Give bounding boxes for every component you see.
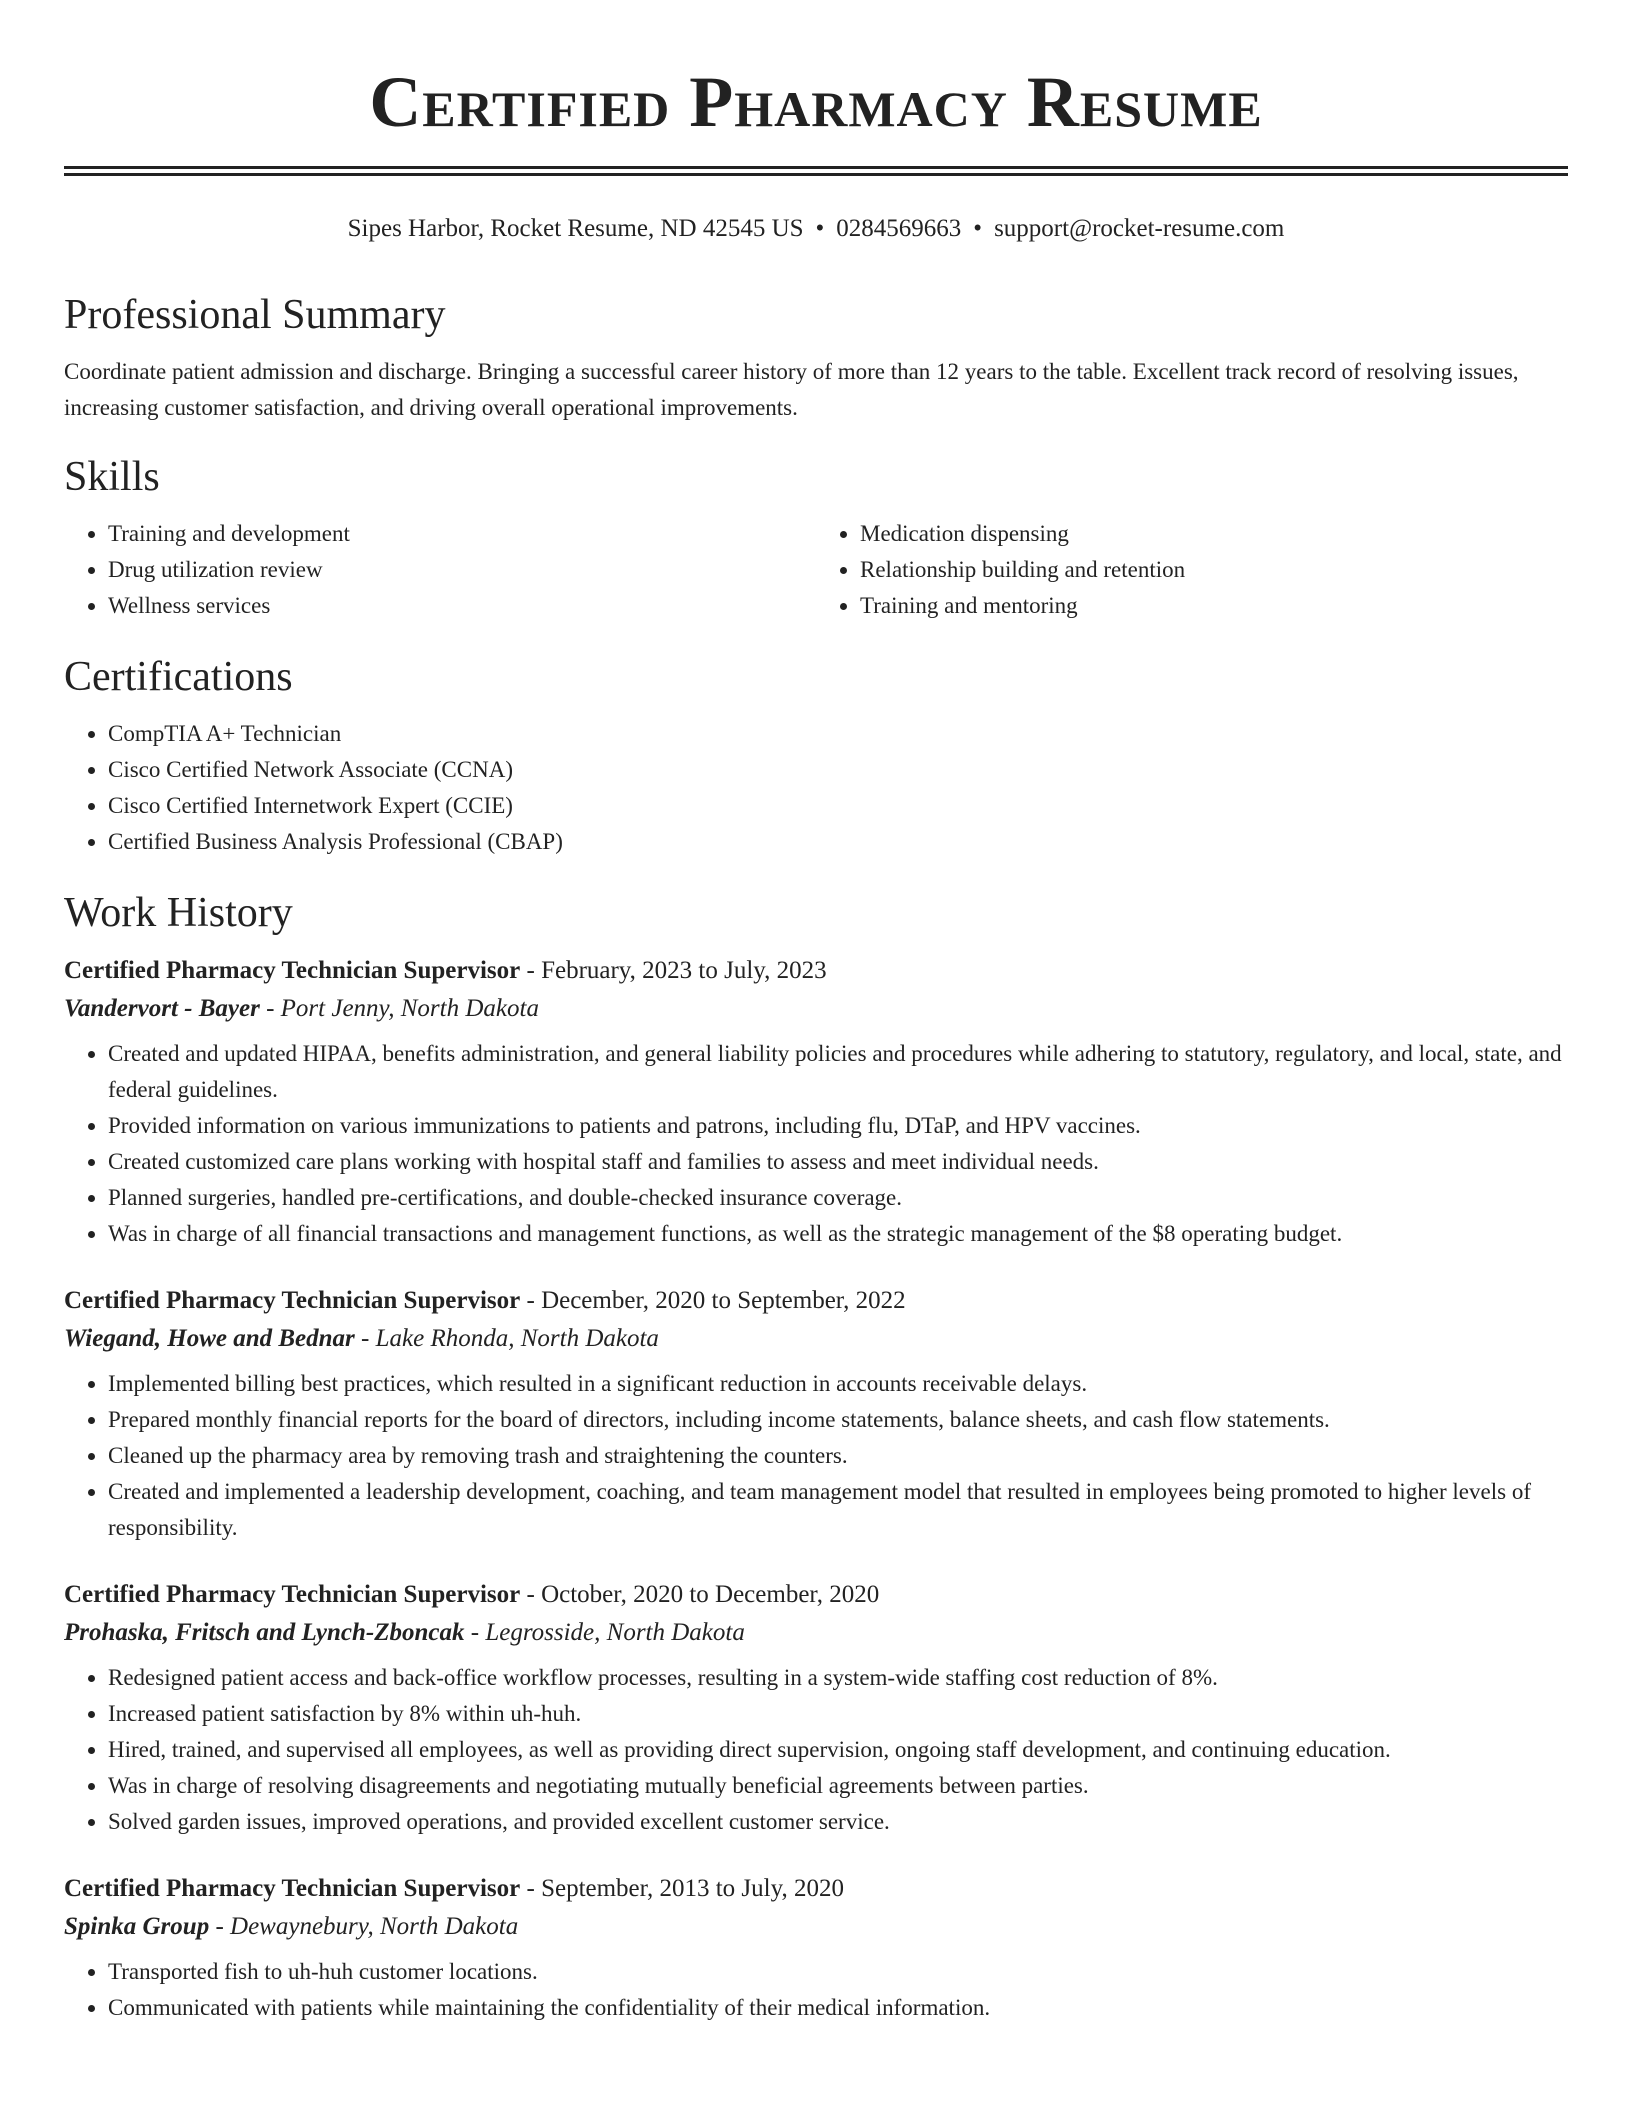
job-dates: December, 2020 to September, 2022 bbox=[541, 1287, 906, 1314]
list-item: • Hired, trained, and supervised all employees, as well as providing direct supervision, ongoing staff development, and continuing education. bbox=[108, 1732, 1568, 1768]
job-bullets bbox=[64, 1366, 1568, 1546]
list-item: • Redesigned patient access and back-office workflow processes, resulting in a system-wide staffing cost reduction of 8%. bbox=[108, 1660, 1568, 1696]
job-bullets bbox=[64, 1954, 1568, 2026]
job-dates: October, 2020 to December, 2020 bbox=[541, 1581, 880, 1608]
list-item: • Training and mentoring bbox=[860, 588, 1568, 624]
list-item: • Created and implemented a leadership development, coaching, and team management model that resulted in employees being promoted to higher levels of responsibility. bbox=[108, 1474, 1568, 1546]
list-item: • Created and updated HIPAA, benefits administration, and general liability policies and procedures while adhering to statutory, regulatory, and local, state, and federal guidelines. bbox=[108, 1036, 1568, 1108]
list-item: • Created customized care plans working with hospital staff and families to assess and meet individual needs. bbox=[108, 1144, 1568, 1180]
skills-columns bbox=[64, 516, 1568, 624]
certifications-section bbox=[64, 652, 1568, 860]
certifications-heading: Certifications bbox=[64, 654, 293, 700]
job-company: Wiegand, Howe and Bednar bbox=[64, 1325, 355, 1352]
job-header: Certified Pharmacy Technician Supervisor - October, 2020 to December, 2020 bbox=[64, 1581, 880, 1608]
job-role: Certified Pharmacy Technician Supervisor bbox=[64, 1581, 521, 1608]
work-history-section bbox=[64, 888, 1568, 2026]
list-item: • Cisco Certified Network Associate (CCNA) bbox=[108, 752, 1568, 788]
work-history-heading: Work History bbox=[64, 890, 293, 936]
job-company: Prohaska, Fritsch and Lynch-Zboncak bbox=[64, 1619, 465, 1646]
job-dates: September, 2013 to July, 2020 bbox=[541, 1875, 844, 1902]
job-location: Port Jenny, North Dakota bbox=[280, 995, 539, 1022]
list-item: • CompTIA A+ Technician bbox=[108, 716, 1568, 752]
list-item: • Was in charge of all financial transactions and management functions, as well as the strategic management of the $8 operating budget. bbox=[108, 1216, 1568, 1252]
list-item: • Cisco Certified Internetwork Expert (CCIE) bbox=[108, 788, 1568, 824]
job-organization: Vandervort - Bayer - Port Jenny, North Dakota bbox=[64, 995, 539, 1022]
list-item: • Increased patient satisfaction by 8% within uh-huh. bbox=[108, 1696, 1568, 1732]
list-item: • Relationship building and retention bbox=[860, 552, 1568, 588]
job-header: Certified Pharmacy Technician Supervisor - September, 2013 to July, 2020 bbox=[64, 1875, 844, 1902]
contact-line bbox=[64, 212, 1568, 246]
list-item: • Implemented billing best practices, which resulted in a significant reduction in accounts receivable delays. bbox=[108, 1366, 1568, 1402]
job-location: Dewaynebury, North Dakota bbox=[230, 1913, 519, 1940]
job-location: Legrosside, North Dakota bbox=[485, 1619, 745, 1646]
list-item: • Certified Business Analysis Professional (CBAP) bbox=[108, 824, 1568, 860]
certifications-list bbox=[64, 716, 1568, 860]
job-organization: Spinka Group - Dewaynebury, North Dakota bbox=[64, 1913, 519, 1940]
list-item: • Medication dispensing bbox=[860, 516, 1568, 552]
title-divider bbox=[64, 166, 1568, 176]
contact-address: Sipes Harbor, Rocket Resume, ND 42545 US bbox=[347, 215, 804, 242]
list-item: • Transported fish to uh-huh customer locations. bbox=[108, 1954, 1568, 1990]
job-organization: Prohaska, Fritsch and Lynch-Zboncak - Legrosside, North Dakota bbox=[64, 1619, 745, 1646]
job-header: Certified Pharmacy Technician Supervisor - December, 2020 to September, 2022 bbox=[64, 1287, 906, 1314]
list-item: • Cleaned up the pharmacy area by removing trash and straightening the counters. bbox=[108, 1438, 1568, 1474]
list-item: • Communicated with patients while maintaining the confidentiality of their medical information. bbox=[108, 1990, 1568, 2026]
summary-heading: Professional Summary bbox=[64, 292, 446, 338]
job-bullets bbox=[64, 1660, 1568, 1840]
list-item: • Training and development bbox=[108, 516, 816, 552]
job-location: Lake Rhonda, North Dakota bbox=[375, 1325, 659, 1352]
job-dates: February, 2023 to July, 2023 bbox=[541, 957, 827, 984]
job-entry bbox=[64, 1870, 1568, 2026]
job-entry bbox=[64, 1282, 1568, 1546]
contact-phone: 0284569663 bbox=[836, 215, 962, 242]
job-bullets bbox=[64, 1036, 1568, 1252]
list-item: • Solved garden issues, improved operations, and provided excellent customer service. bbox=[108, 1804, 1568, 1840]
job-role: Certified Pharmacy Technician Supervisor bbox=[64, 1875, 521, 1902]
summary-section bbox=[64, 290, 1568, 426]
resume-title: Certified Pharmacy Resume bbox=[369, 62, 1263, 142]
contact-email: support@rocket-resume.com bbox=[994, 215, 1285, 242]
list-item: • Prepared monthly financial reports for the board of directors, including income statements, balance sheets, and cash flow statements. bbox=[108, 1402, 1568, 1438]
list-item: • Wellness services bbox=[108, 588, 816, 624]
skills-list-left bbox=[64, 516, 816, 624]
contact-separator: • bbox=[973, 215, 983, 242]
skills-list-right bbox=[816, 516, 1568, 624]
summary-text: Coordinate patient admission and discharge. Bringing a successful career history of more than 12 years to the table. Excellent track record of resolving issues, increasing customer satisfaction, and driving overall operational improvements. bbox=[64, 359, 1519, 420]
list-item: • Was in charge of resolving disagreements and negotiating mutually beneficial agreements between parties. bbox=[108, 1768, 1568, 1804]
list-item: • Planned surgeries, handled pre-certifications, and double-checked insurance coverage. bbox=[108, 1180, 1568, 1216]
job-header: Certified Pharmacy Technician Supervisor - February, 2023 to July, 2023 bbox=[64, 957, 827, 984]
list-item: • Drug utilization review bbox=[108, 552, 816, 588]
job-organization: Wiegand, Howe and Bednar - Lake Rhonda, North Dakota bbox=[64, 1325, 659, 1352]
job-role: Certified Pharmacy Technician Supervisor bbox=[64, 1287, 521, 1314]
job-company: Spinka Group bbox=[64, 1913, 210, 1940]
skills-heading: Skills bbox=[64, 454, 160, 500]
job-entry bbox=[64, 952, 1568, 1252]
list-item: • Provided information on various immunizations to patients and patrons, including flu, DTaP, and HPV vaccines. bbox=[108, 1108, 1568, 1144]
skills-section bbox=[64, 452, 1568, 624]
job-company: Vandervort - Bayer bbox=[64, 995, 260, 1022]
contact-separator: • bbox=[815, 215, 825, 242]
job-entry bbox=[64, 1576, 1568, 1840]
job-role: Certified Pharmacy Technician Supervisor bbox=[64, 957, 521, 984]
